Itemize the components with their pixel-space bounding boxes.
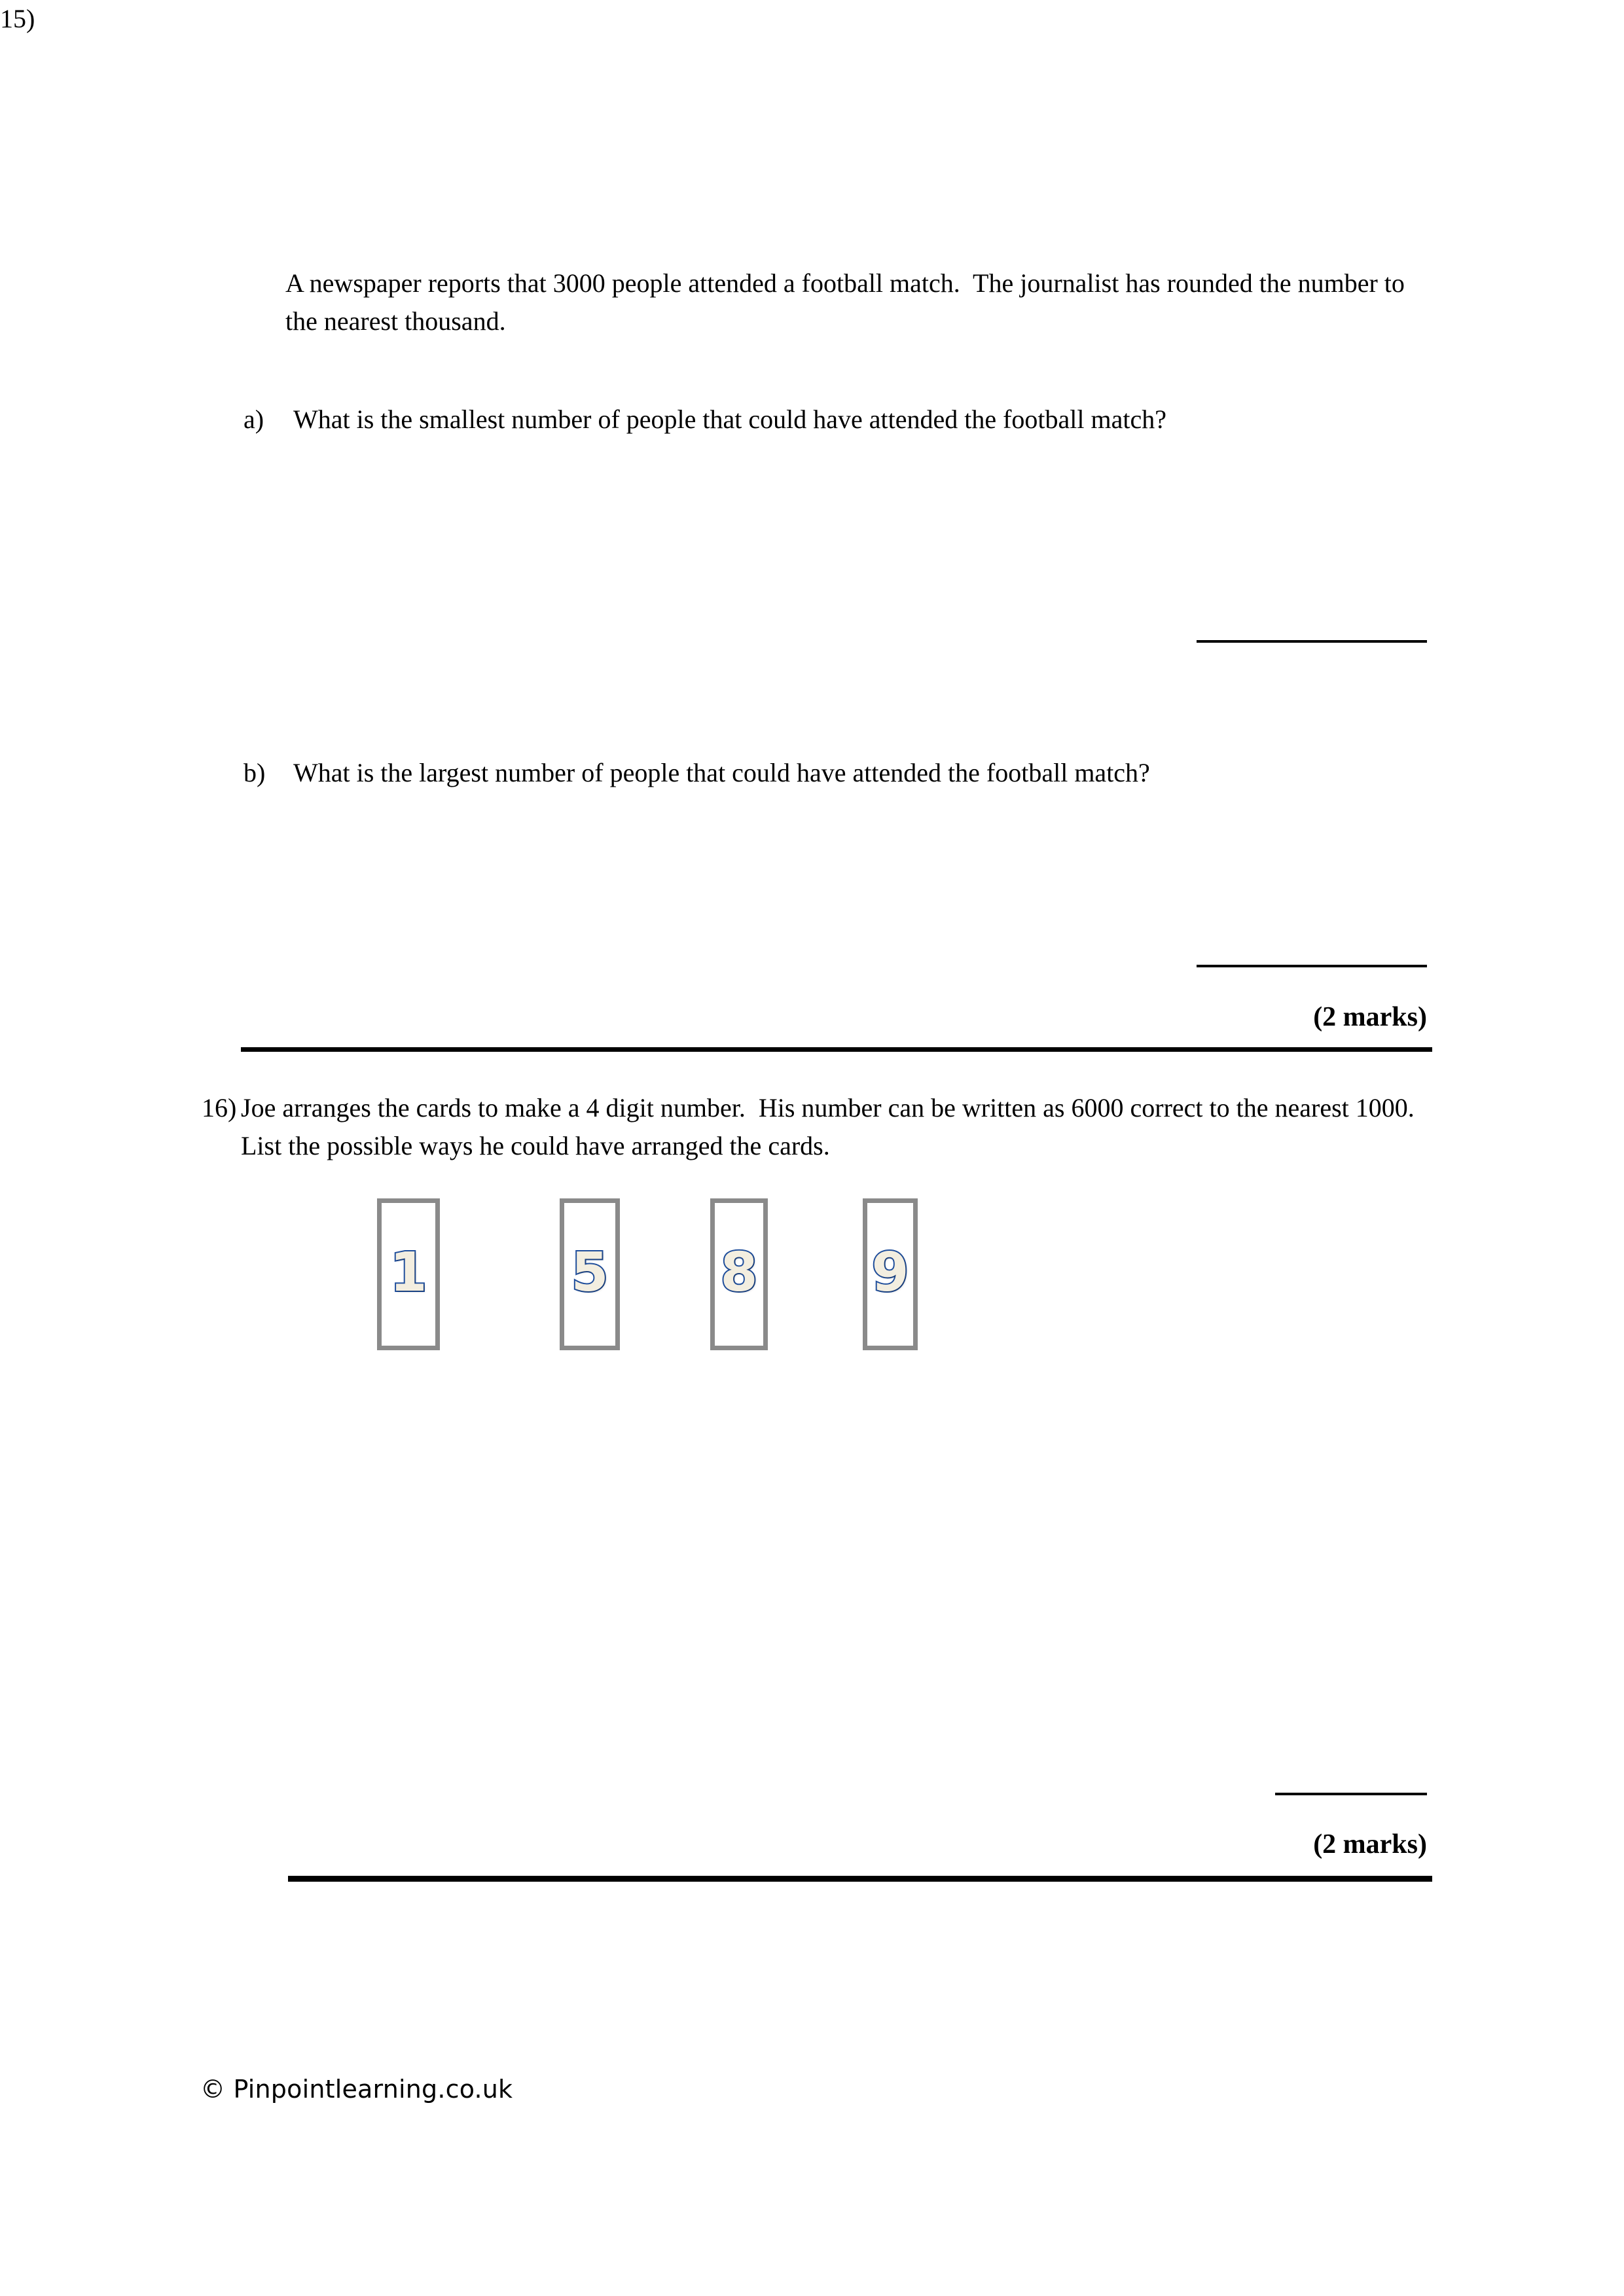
answer-line-question-15a[interactable] [1197,640,1427,643]
answer-line-question-16[interactable] [1275,1793,1427,1795]
question-15b-label: b) [244,758,266,787]
digit-card-glyph: 5 [571,1242,609,1304]
question-16-stem: Joe arranges the cards to make a 4 digit number. His number can be written as 6000 correct to the nearest 1000. List the possible ways he could have arranged the cards. [241,1093,1428,1160]
question-15-separator-rule [241,1047,1432,1052]
question-16-number: 16) [202,1093,237,1122]
answer-line-question-15b[interactable] [1197,965,1427,967]
question-15-stem: A newspaper reports that 3000 people attended a football match. The journalist has rounded the number to the nearest thousand. [285,268,1411,336]
marks-label-question-15: (2 marks) [1313,1002,1427,1032]
digit-card-5[interactable] [560,1198,620,1350]
question-15-number: 15) [0,4,35,33]
digit-card-8[interactable] [710,1198,768,1350]
digit-card-glyph: 9 [871,1242,909,1304]
question-15a-label: a) [244,404,264,434]
question-15a-text: What is the smallest number of people that could have attended the football match? [293,404,1167,434]
question-15b-text: What is the largest number of people that could have attended the football match? [293,758,1150,787]
marks-label-question-16: (2 marks) [1313,1829,1427,1859]
digit-card-9[interactable] [863,1198,918,1350]
digit-card-glyph: 8 [720,1242,758,1304]
footer-copyright: © Pinpointlearning.co.uk [200,2075,513,2104]
digit-card-1[interactable] [377,1198,440,1350]
question-16-separator-rule [288,1876,1432,1882]
digit-card-glyph: 1 [389,1242,427,1304]
digit-card-row [0,1198,1624,1353]
